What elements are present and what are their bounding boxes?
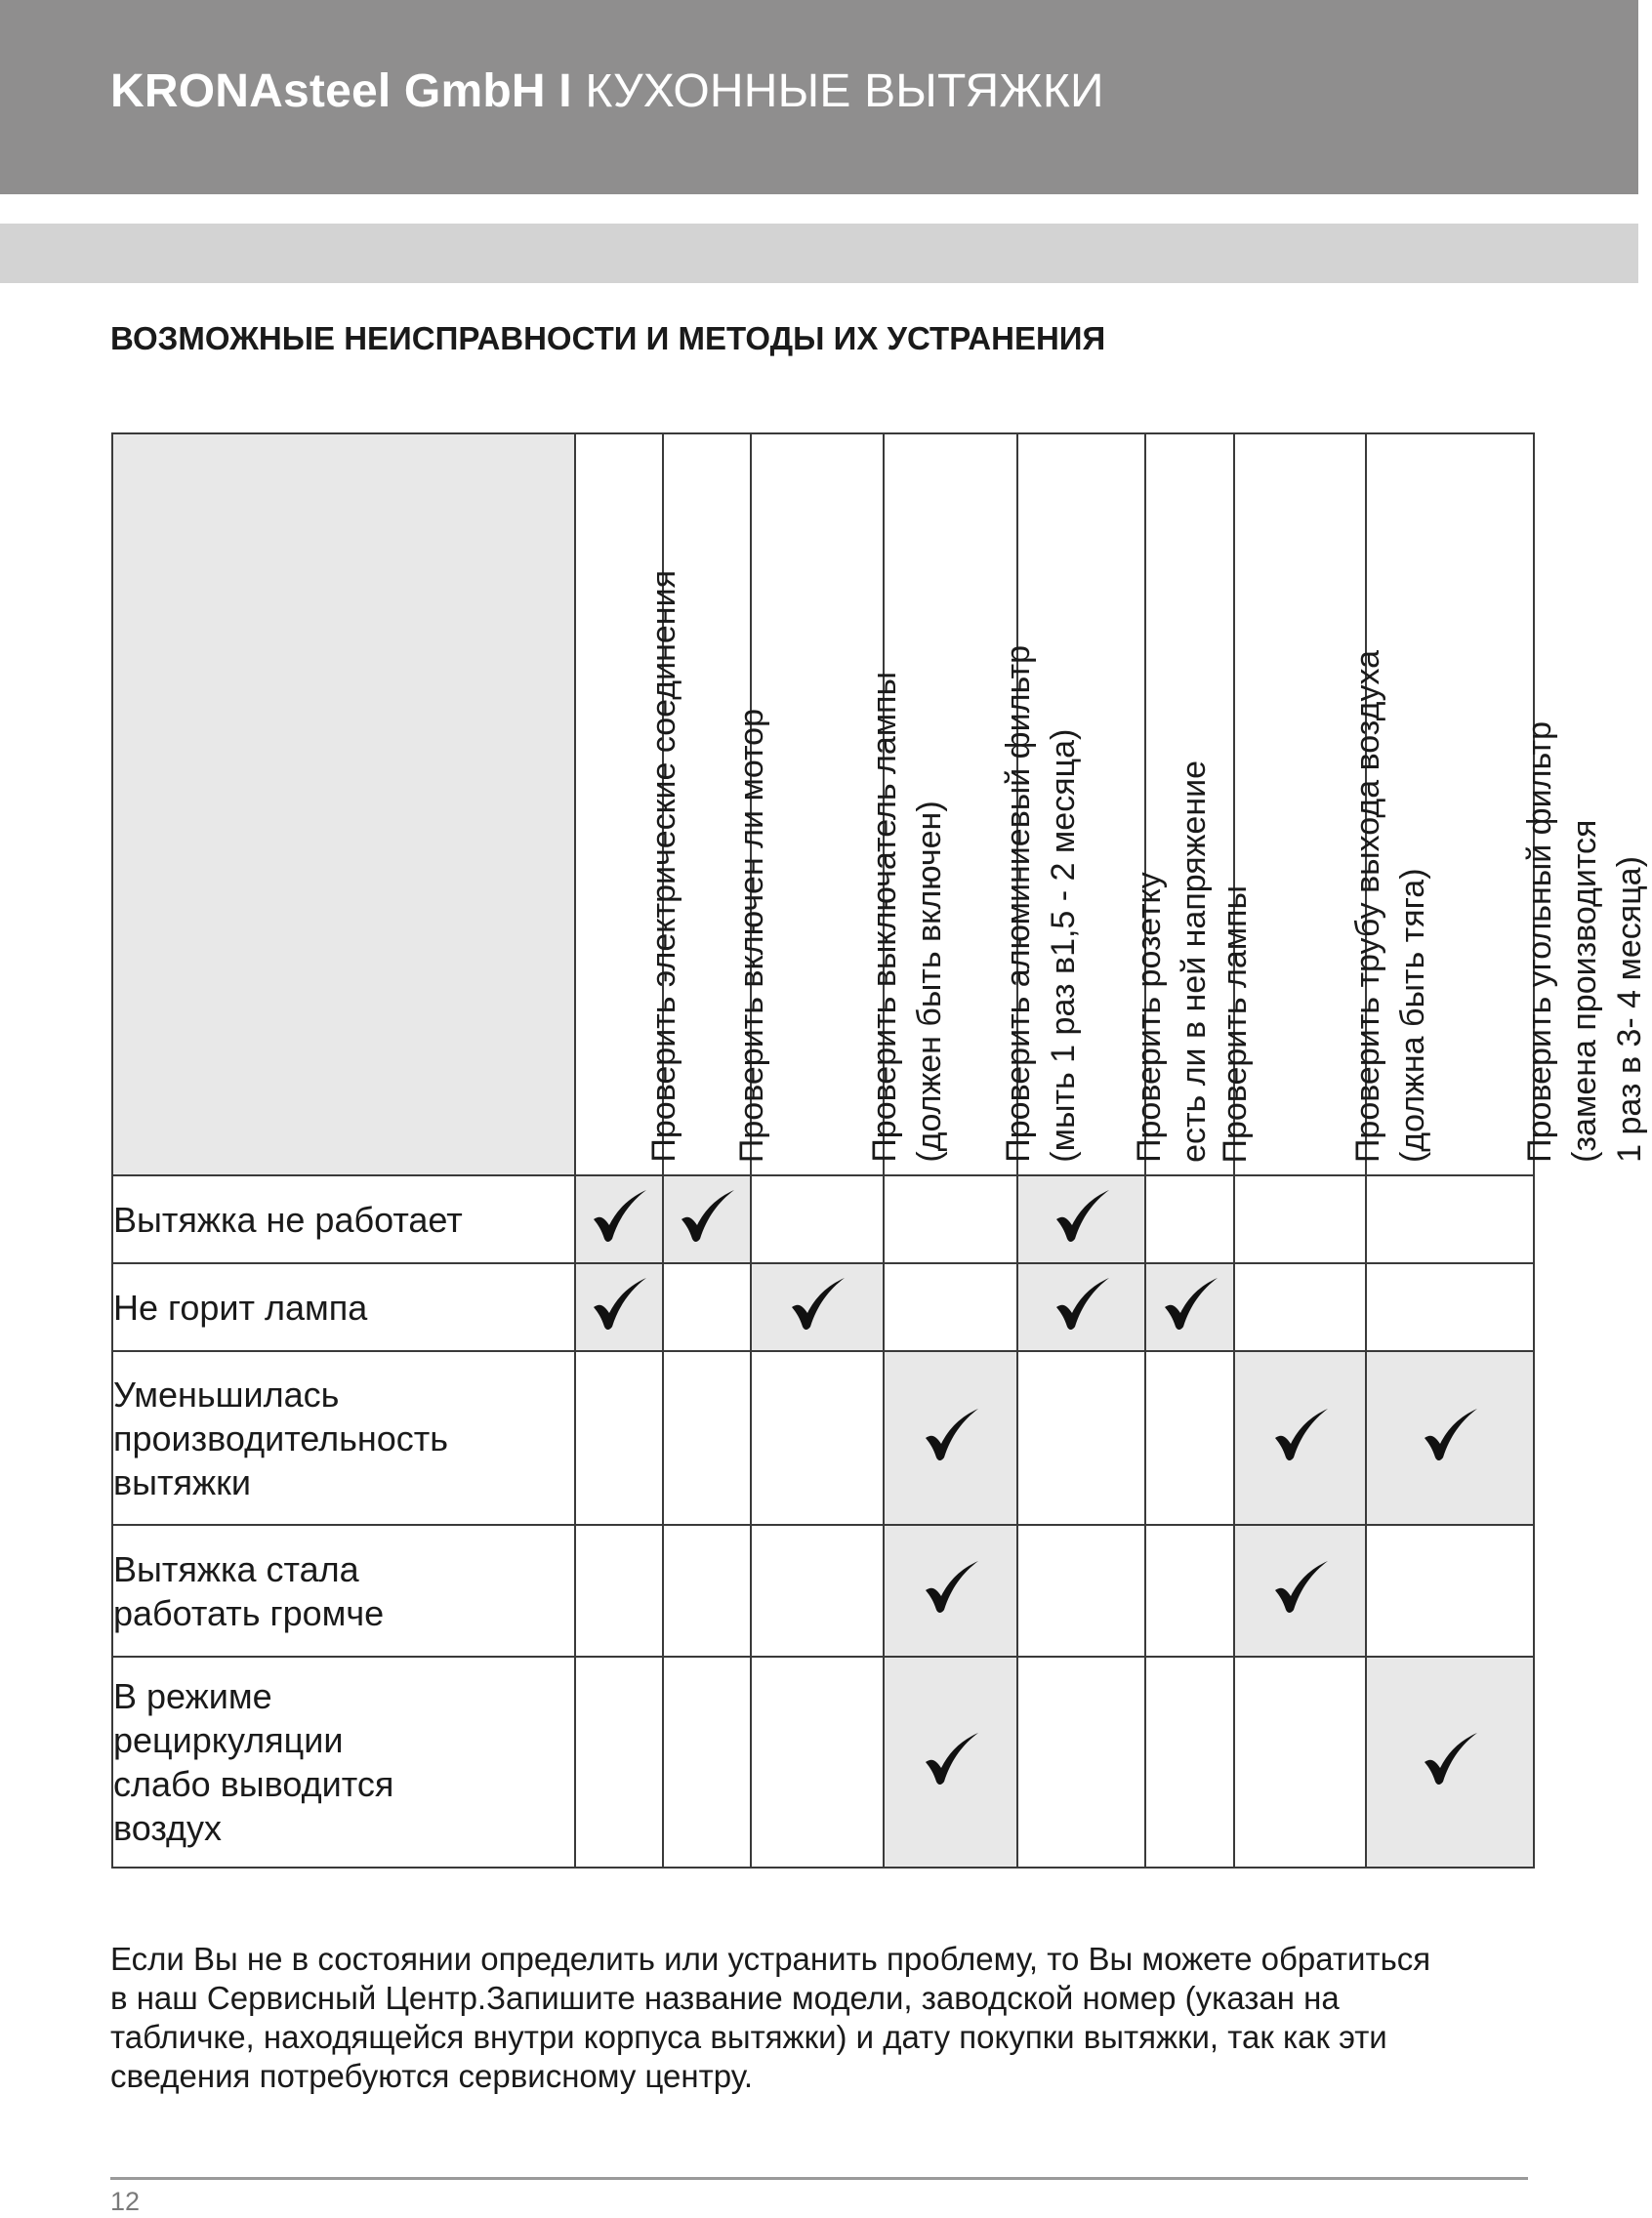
- column-header-line: (замена производится: [1566, 819, 1603, 1163]
- column-header-line: Проверить включен ли мотор: [733, 708, 770, 1163]
- empty-cell: [751, 1351, 884, 1525]
- table-row: [112, 1263, 1534, 1351]
- checkmark-icon: [920, 1405, 982, 1467]
- column-header-8: [1366, 433, 1648, 1175]
- column-header-line: Проверить электрические соединения: [645, 570, 682, 1163]
- table-row: [112, 1175, 1534, 1263]
- empty-cell: [1145, 1525, 1234, 1657]
- row-label-line: Вытяжка не работает: [113, 1199, 463, 1240]
- checkmark-icon: [1269, 1405, 1332, 1467]
- column-header-7: [1234, 433, 1431, 1175]
- empty-cell: [1366, 1525, 1534, 1657]
- checkmark-icon: [1419, 1405, 1481, 1467]
- table-body: [112, 1175, 1534, 1868]
- row-label-line: слабо выводится: [113, 1764, 394, 1804]
- row-label: [112, 1657, 575, 1868]
- empty-cell: [1234, 1657, 1366, 1868]
- checkmark-icon: [1419, 1729, 1481, 1791]
- checkmark-icon: [1051, 1186, 1113, 1249]
- column-header-line: есть ли в ней напряжение: [1175, 760, 1213, 1163]
- checkmark-icon: [588, 1186, 650, 1249]
- footer-line: табличке, находящейся внутри корпуса вытяжки) и дату покупки вытяжки, так как эти: [110, 2019, 1387, 2055]
- empty-cell: [751, 1657, 884, 1868]
- checked-cell: [751, 1263, 884, 1351]
- checkmark-icon: [676, 1186, 738, 1249]
- corner-cell: [112, 433, 575, 1175]
- table-row: [112, 1657, 1534, 1868]
- checked-cell: [884, 1657, 1017, 1868]
- row-label-line: В режиме: [113, 1676, 272, 1716]
- table-row: [112, 1351, 1534, 1525]
- column-header-text: [1517, 721, 1652, 1163]
- empty-cell: [1366, 1263, 1534, 1351]
- table-row: [112, 1525, 1534, 1657]
- checkmark-icon: [786, 1274, 848, 1336]
- row-label-line: Вытяжка стала: [113, 1548, 359, 1589]
- empty-cell: [575, 1525, 663, 1657]
- empty-cell: [663, 1657, 751, 1868]
- column-header-line: 1 раз в 3- 4 месяца): [1611, 856, 1648, 1163]
- row-label: [112, 1175, 575, 1263]
- footer-line: Если Вы не в состоянии определить или устранить проблему, то Вы можете обратиться: [110, 1941, 1431, 1977]
- page-number: 12: [110, 2187, 141, 2216]
- checked-cell: [1234, 1525, 1366, 1657]
- checkmark-icon: [1159, 1274, 1221, 1336]
- empty-cell: [751, 1175, 884, 1263]
- column-header-4: [884, 433, 1082, 1175]
- column-header-5: [1017, 433, 1213, 1175]
- column-header-line: (должна быть тяга): [1393, 868, 1431, 1163]
- column-header-1: [575, 433, 682, 1175]
- empty-cell: [751, 1525, 884, 1657]
- empty-cell: [1145, 1175, 1234, 1263]
- empty-cell: [1017, 1657, 1145, 1868]
- empty-cell: [884, 1263, 1017, 1351]
- header-row: [112, 433, 1534, 1175]
- checkmark-icon: [920, 1729, 982, 1791]
- footer-line: в наш Сервисный Центр.Запишите название модели, заводской номер (указан на: [110, 1980, 1340, 2016]
- row-label-line: Не горит лампа: [113, 1287, 368, 1328]
- footer-line: сведения потребуются сервисному центру.: [110, 2058, 754, 2094]
- empty-cell: [1017, 1351, 1145, 1525]
- column-header-3: [751, 433, 948, 1175]
- checked-cell: [1366, 1657, 1534, 1868]
- checked-cell: [575, 1263, 663, 1351]
- checkmark-icon: [920, 1557, 982, 1620]
- row-label-line: работать громче: [113, 1592, 385, 1633]
- row-label-line: воздух: [113, 1808, 223, 1848]
- empty-cell: [1234, 1263, 1366, 1351]
- column-header-line: (должен быть включен): [911, 801, 948, 1163]
- checkmark-icon: [1269, 1557, 1332, 1620]
- empty-cell: [1366, 1175, 1534, 1263]
- empty-cell: [1234, 1175, 1366, 1263]
- row-label: [112, 1525, 575, 1657]
- header-section: КУХОННЫЕ ВЫТЯЖКИ: [571, 65, 1104, 117]
- checkmark-icon: [1051, 1274, 1113, 1336]
- column-header-2: [663, 433, 770, 1175]
- empty-cell: [663, 1525, 751, 1657]
- empty-cell: [663, 1263, 751, 1351]
- row-label-line: вытяжки: [113, 1461, 251, 1502]
- column-header-line: Проверить лампы: [1216, 884, 1254, 1163]
- empty-cell: [1145, 1657, 1234, 1868]
- column-header-line: Проверить алюминиевый фильтр: [999, 645, 1037, 1163]
- row-label-line: Уменьшилась: [113, 1374, 340, 1415]
- checked-cell: [575, 1175, 663, 1263]
- checked-cell: [884, 1351, 1017, 1525]
- section-title: ВОЗМОЖНЫЕ НЕИСПРАВНОСТИ И МЕТОДЫ ИХ УСТРАНЕНИЯ: [110, 320, 1106, 356]
- checked-cell: [1366, 1351, 1534, 1525]
- row-label-line: производительность: [113, 1417, 449, 1458]
- column-header-line: Проверить выключатель лампы: [866, 672, 903, 1163]
- row-label: [112, 1351, 575, 1525]
- subheader-band: [0, 224, 1638, 283]
- footer-text: [110, 1940, 1555, 2096]
- row-label-line: рециркуляции: [113, 1720, 344, 1760]
- checked-cell: [1234, 1351, 1366, 1525]
- empty-cell: [884, 1175, 1017, 1263]
- column-header-6: [1145, 433, 1254, 1175]
- empty-cell: [1145, 1351, 1234, 1525]
- header-brand: KRONAsteel GmbH I: [110, 65, 572, 117]
- empty-cell: [1017, 1525, 1145, 1657]
- header-title: [110, 64, 1104, 118]
- empty-cell: [575, 1351, 663, 1525]
- checked-cell: [663, 1175, 751, 1263]
- checked-cell: [1145, 1263, 1234, 1351]
- checked-cell: [1017, 1175, 1145, 1263]
- troubleshooting-table: [111, 432, 1648, 1869]
- checkmark-icon: [588, 1274, 650, 1336]
- row-label: [112, 1263, 575, 1351]
- empty-cell: [575, 1657, 663, 1868]
- checked-cell: [1017, 1263, 1145, 1351]
- column-header-line: (мыть 1 раз в1,5 - 2 месяца): [1044, 729, 1082, 1163]
- empty-cell: [663, 1351, 751, 1525]
- checked-cell: [884, 1525, 1017, 1657]
- column-header-line: Проверить розетку: [1130, 872, 1168, 1163]
- footer-rule: [110, 2177, 1528, 2180]
- column-header-line: Проверить трубу выхода воздуха: [1348, 649, 1386, 1163]
- column-header-line: Проверить угольный фильтр: [1521, 721, 1558, 1163]
